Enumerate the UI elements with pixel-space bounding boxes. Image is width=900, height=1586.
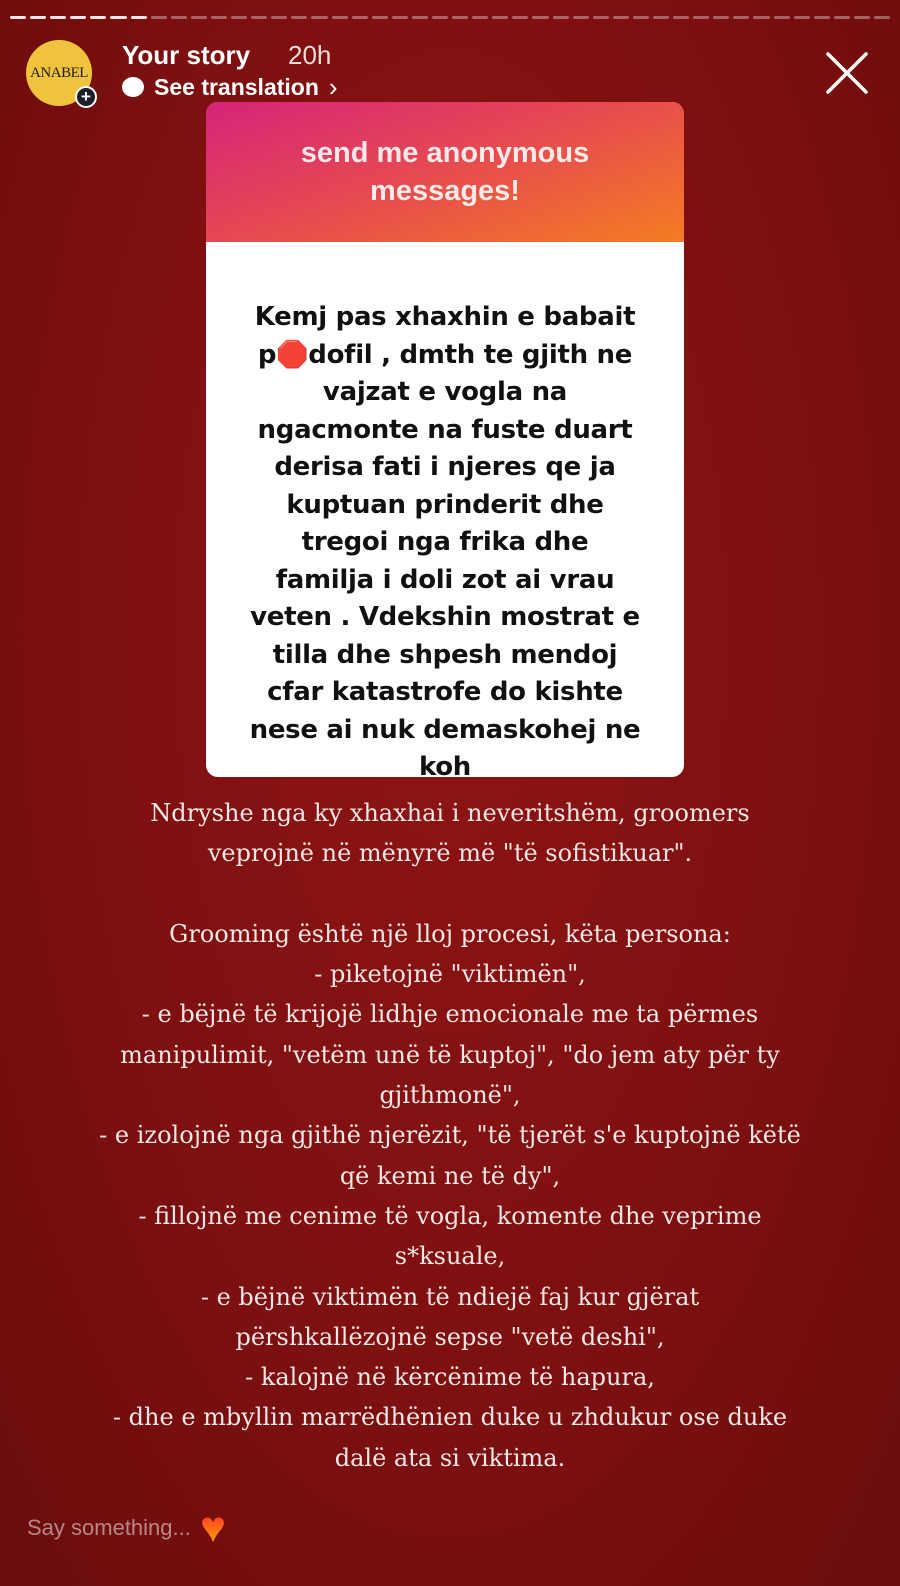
progress-segment (311, 16, 327, 19)
message-line: ngacmonte na fuste duart (257, 414, 633, 445)
progress-segment (151, 16, 167, 19)
progress-segment (90, 16, 106, 19)
caption-line: manipulimit, "vetëm unë të kuptoj", "do jem aty për ty (120, 1040, 780, 1069)
close-icon[interactable] (824, 50, 870, 96)
question-sticker-header (206, 102, 684, 242)
progress-segment (532, 16, 548, 19)
chevron-right-icon: › (328, 72, 338, 102)
story-caption (0, 793, 900, 1478)
caption-line: veprojnë në mënyrë më "të sofistikuar". (207, 839, 693, 868)
caption-line: që kemi ne të dy", (339, 1161, 561, 1190)
progress-segment (613, 16, 629, 19)
progress-segment (70, 16, 86, 19)
progress-segment (171, 16, 187, 19)
progress-segment (753, 16, 769, 19)
progress-segment (352, 16, 368, 19)
caption-line: - fillojnë me cenime të vogla, komente dhe veprime (138, 1201, 762, 1230)
progress-segment (10, 16, 26, 19)
heart-icon[interactable]: ♥ (200, 1503, 227, 1552)
progress-segment (653, 16, 669, 19)
progress-segment (452, 16, 468, 19)
message-line: koh (418, 752, 472, 777)
progress-segment (392, 16, 408, 19)
progress-segment (251, 16, 267, 19)
progress-segment (432, 16, 448, 19)
question-header-line: messages! (370, 175, 520, 207)
progress-segment (372, 16, 388, 19)
message-line: familja i doli zot ai vrau (275, 564, 615, 595)
caption-line: - kalojnë në kërcënime të hapura, (245, 1363, 655, 1392)
progress-segment (231, 16, 247, 19)
progress-segment (110, 16, 126, 19)
progress-segment (673, 16, 689, 19)
progress-segment (713, 16, 729, 19)
caption-line: - e bëjnë të krijojë lidhje emocionale me ta përmes (141, 1000, 759, 1029)
progress-segment (593, 16, 609, 19)
progress-segment (291, 16, 307, 19)
add-story-icon[interactable]: + (75, 86, 97, 108)
progress-segment (633, 16, 649, 19)
caption-line: - dhe e mbyllin marrëdhënien duke u zhdukur ose duke (112, 1403, 788, 1432)
message-line: cfar katastrofe do kishte (267, 677, 623, 707)
progress-segment (211, 16, 227, 19)
see-translation-button[interactable] (122, 74, 338, 100)
see-translation-label: See translation (154, 74, 319, 100)
caption-line (0, 874, 900, 914)
message-line: tregoi nga frika dhe (301, 527, 589, 557)
caption-line: - piketojnë "viktimën", (314, 960, 586, 989)
message-line: kuptuan prinderit dhe (286, 489, 604, 520)
progress-segment (573, 16, 589, 19)
story-timestamp: 20h (288, 40, 332, 70)
progress-segment (794, 16, 810, 19)
anonymous-message (206, 242, 684, 777)
message-line: Kemj pas xhaxhin e babait (254, 302, 636, 332)
question-sticker (206, 102, 684, 777)
caption-line: Grooming është një lloj procesi, këta persona: (169, 919, 731, 948)
progress-segment (874, 16, 890, 19)
message-line: veten . Vdekshin mostrat e (250, 602, 640, 632)
progress-segment (50, 16, 66, 19)
progress-segment (30, 16, 46, 19)
reply-input[interactable]: Say something... (27, 1515, 191, 1540)
progress-segment (814, 16, 830, 19)
message-line: tilla dhe shpesh mendoj (272, 639, 618, 670)
progress-segment (131, 16, 147, 19)
progress-segment (834, 16, 850, 19)
progress-segment (472, 16, 488, 19)
progress-segment (271, 16, 287, 19)
caption-line: - e izolojnë nga gjithë njerëzit, "të tjerët s'e kuptojnë këtë (99, 1121, 801, 1150)
caption-line: Ndryshe nga ky xhaxhai i neveritshëm, groomers (150, 799, 750, 827)
progress-segment (492, 16, 508, 19)
progress-segment (191, 16, 207, 19)
caption-line: s*ksuale, (394, 1242, 506, 1271)
progress-segment (774, 16, 790, 19)
progress-segment (733, 16, 749, 19)
question-header-line: send me anonymous (300, 137, 590, 169)
message-line: nese ai nuk demaskohej ne (249, 714, 641, 745)
caption-line: gjithmonë", (379, 1081, 521, 1110)
story-progress-bar (10, 16, 890, 19)
progress-segment (412, 16, 428, 19)
caption-line: përshkallëzojnë sepse "vetë deshi", (235, 1322, 665, 1351)
progress-segment (693, 16, 709, 19)
caption-line: - e bëjnë viktimën të ndiejë faj kur gjërat (200, 1282, 700, 1311)
story-title: Your story (122, 40, 251, 70)
progress-segment (512, 16, 528, 19)
message-line: vajzat e vogla na (322, 377, 568, 407)
progress-segment (553, 16, 569, 19)
progress-segment (854, 16, 870, 19)
message-line: derisa fati i njeres qe ja (274, 452, 616, 482)
caption-line: dalë ata si viktima. (334, 1443, 566, 1472)
avatar-logo: ANABEL (30, 64, 88, 81)
progress-segment (332, 16, 348, 19)
message-line: p🛑dofil , dmth te gjith ne (257, 339, 633, 370)
speech-bubble-icon (122, 77, 144, 97)
